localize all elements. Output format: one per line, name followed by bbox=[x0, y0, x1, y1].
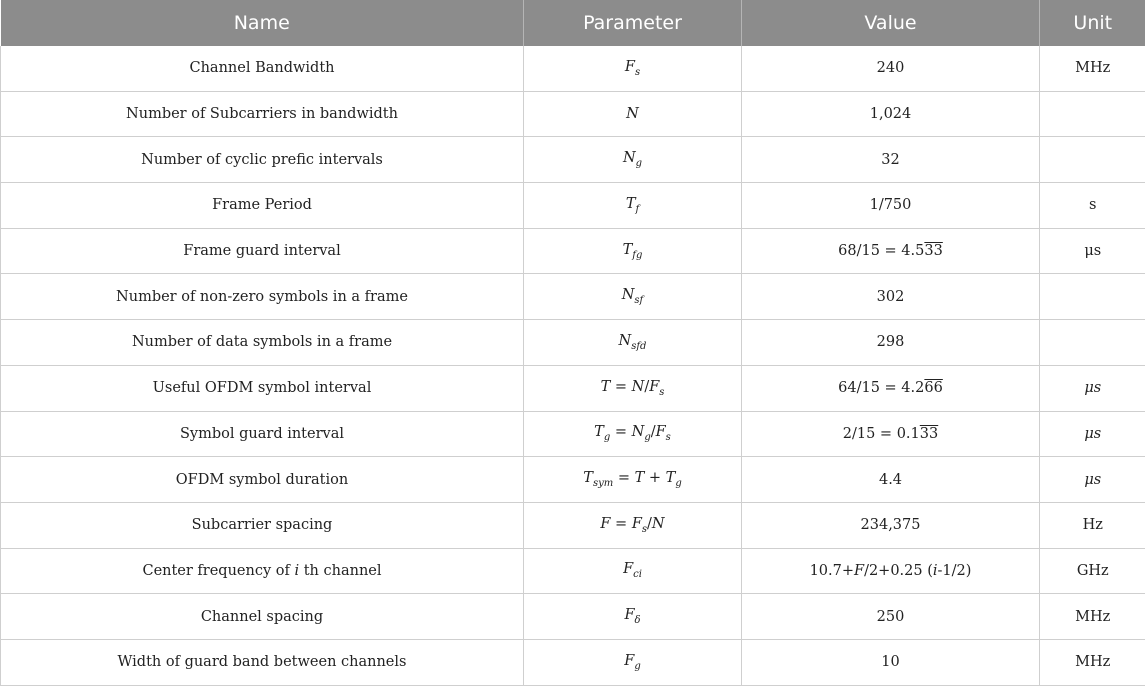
header-value: Value bbox=[742, 0, 1040, 46]
row-name: Number of cyclic prefic intervals bbox=[1, 137, 524, 183]
row-name: Width of guard band between channels bbox=[1, 639, 524, 685]
row-name: Frame Period bbox=[1, 183, 524, 229]
table-row bbox=[1, 457, 1145, 503]
header-unit: Unit bbox=[1040, 0, 1145, 46]
row-param: $T = N/F_s$ bbox=[524, 365, 742, 411]
header-parameter: Parameter bbox=[524, 0, 742, 46]
row-unit: MHz bbox=[1040, 594, 1145, 640]
table-row bbox=[1, 411, 1145, 457]
row-unit: μs bbox=[1040, 365, 1145, 411]
row-value: 240 bbox=[742, 46, 1040, 91]
row-unit: μs bbox=[1040, 457, 1145, 503]
row-value: 2/15 = 0.133 bbox=[742, 411, 1040, 457]
row-value: 10 bbox=[742, 639, 1040, 685]
row-unit: Hz bbox=[1040, 502, 1145, 548]
row-param: $F_\delta$ bbox=[524, 594, 742, 640]
row-value: 32 bbox=[742, 137, 1040, 183]
row-value: 1,024 bbox=[742, 91, 1040, 137]
row-name: Channel Bandwidth bbox=[1, 46, 524, 91]
row-name: Number of data symbols in a frame bbox=[1, 320, 524, 366]
table-row bbox=[1, 639, 1145, 685]
row-value: 250 bbox=[742, 594, 1040, 640]
table-row bbox=[1, 46, 1145, 91]
row-unit bbox=[1040, 91, 1145, 137]
row-unit: μs bbox=[1040, 228, 1145, 274]
row-name: Frame guard interval bbox=[1, 228, 524, 274]
row-value: 298 bbox=[742, 320, 1040, 366]
table-row bbox=[1, 548, 1145, 594]
row-param: $F = F_s/N$ bbox=[524, 502, 742, 548]
table-row bbox=[1, 274, 1145, 320]
row-name: Subcarrier spacing bbox=[1, 502, 524, 548]
row-param: $N_{sfd}$ bbox=[524, 320, 742, 366]
table-row bbox=[1, 228, 1145, 274]
row-name: Channel spacing bbox=[1, 594, 524, 640]
row-value: 10.7+F/2+0.25 (i-1/2) bbox=[742, 548, 1040, 594]
header-name: Name bbox=[1, 0, 524, 46]
row-unit bbox=[1040, 137, 1145, 183]
row-unit: GHz bbox=[1040, 548, 1145, 594]
row-value: 64/15 = 4.266 bbox=[742, 365, 1040, 411]
row-name: Useful OFDM symbol interval bbox=[1, 365, 524, 411]
row-param: $N_{sf}$ bbox=[524, 274, 742, 320]
row-unit: MHz bbox=[1040, 46, 1145, 91]
row-param: N bbox=[524, 91, 742, 137]
table-row bbox=[1, 137, 1145, 183]
row-param: $T_{sym} = T + T_g$ bbox=[524, 457, 742, 503]
table-row bbox=[1, 502, 1145, 548]
row-param: $F_s$ bbox=[524, 46, 742, 91]
row-unit: MHz bbox=[1040, 639, 1145, 685]
table-row bbox=[1, 183, 1145, 229]
row-value: 1/750 bbox=[742, 183, 1040, 229]
table-row bbox=[1, 91, 1145, 137]
row-param: $F_{ci}$ bbox=[524, 548, 742, 594]
row-value: 234,375 bbox=[742, 502, 1040, 548]
row-value: 4.4 bbox=[742, 457, 1040, 503]
row-name: Center frequency of i th channel bbox=[1, 548, 524, 594]
row-name: OFDM symbol duration bbox=[1, 457, 524, 503]
table-row bbox=[1, 320, 1145, 366]
row-unit: s bbox=[1040, 183, 1145, 229]
row-param: $T_{fg}$ bbox=[524, 228, 742, 274]
row-param: $F_g$ bbox=[524, 639, 742, 685]
row-param: $T_g = N_g/F_s$ bbox=[524, 411, 742, 457]
row-value: 68/15 = 4.533 bbox=[742, 228, 1040, 274]
row-value: 302 bbox=[742, 274, 1040, 320]
row-name: Number of Subcarriers in bandwidth bbox=[1, 91, 524, 137]
row-unit bbox=[1040, 274, 1145, 320]
row-unit: μs bbox=[1040, 411, 1145, 457]
row-name: Symbol guard interval bbox=[1, 411, 524, 457]
header-row bbox=[1, 0, 1145, 46]
row-param: $N_g$ bbox=[524, 137, 742, 183]
row-param: $T_f$ bbox=[524, 183, 742, 229]
row-name: Number of non-zero symbols in a frame bbox=[1, 274, 524, 320]
row-unit bbox=[1040, 320, 1145, 366]
table-row bbox=[1, 594, 1145, 640]
table-row bbox=[1, 365, 1145, 411]
